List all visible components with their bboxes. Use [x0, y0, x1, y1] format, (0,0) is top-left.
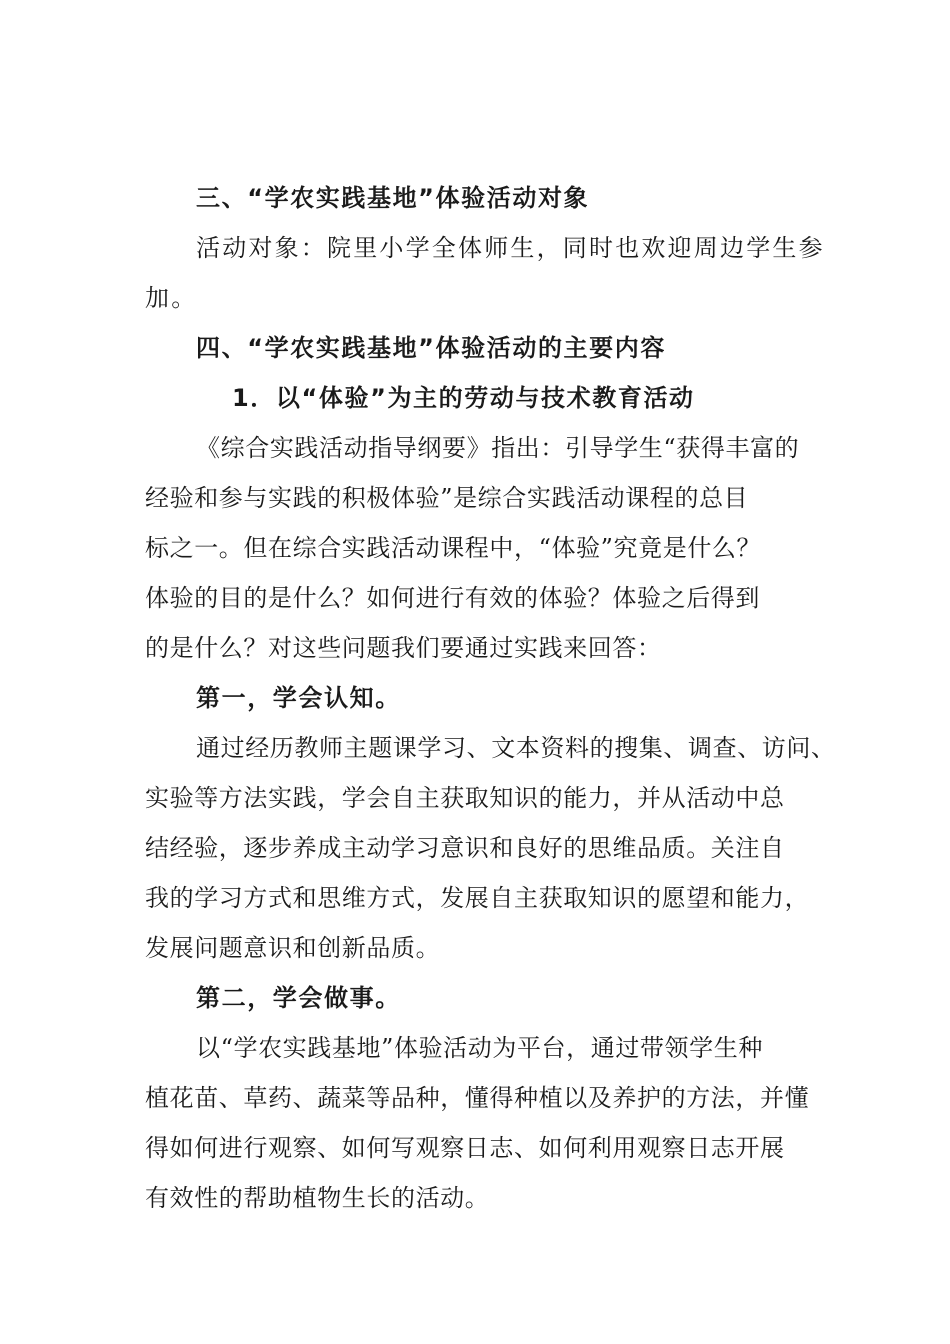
paragraph-line: 体验的目的是什么？如何进行有效的体验？体验之后得到	[145, 584, 760, 612]
paragraph-line: 植花苗、草药、蔬菜等品种，懂得种植以及养护的方法，并懂	[145, 1084, 810, 1112]
paragraph-line: 得如何进行观察、如何写观察日志、如何利用观察日志开展	[145, 1134, 785, 1162]
paragraph-line: 有效性的帮助植物生长的活动。	[145, 1184, 490, 1212]
point-2-title: 第二，学会做事。	[196, 984, 401, 1012]
subheading-1: 1．以“体验”为主的劳动与技术教育活动	[232, 384, 695, 412]
paragraph-line: 活动对象：院里小学全体师生，同时也欢迎周边学生参	[196, 234, 825, 262]
paragraph-line: 结经验，逐步养成主动学习意识和良好的思维品质。关注自	[145, 834, 785, 862]
paragraph-line: 以“学农实践基地”体验活动为平台，通过带领学生种	[196, 1034, 763, 1062]
paragraph-line: 标之一。但在综合实践活动课程中，“体验”究竟是什么？	[145, 534, 762, 562]
paragraph-line: 实验等方法实践，学会自主获取知识的能力，并从活动中总	[145, 784, 785, 812]
paragraph-line: 《综合实践活动指导纲要》指出：引导学生“获得丰富的	[196, 434, 800, 462]
section-heading-3: 三、“学农实践基地”体验活动对象	[196, 184, 590, 212]
paragraph-line: 发展问题意识和创新品质。	[145, 934, 441, 962]
paragraph-line: 加。	[145, 284, 198, 312]
paragraph-line: 经验和参与实践的积极体验”是综合实践活动课程的总目	[145, 484, 749, 512]
paragraph-line: 的是什么？对这些问题我们要通过实践来回答：	[145, 634, 662, 662]
section-heading-4: 四、“学农实践基地”体验活动的主要内容	[196, 334, 666, 362]
paragraph-line: 通过经历教师主题课学习、文本资料的搜集、调查、访问、	[196, 734, 836, 762]
point-1-title: 第一，学会认知。	[196, 684, 401, 712]
paragraph-line: 我的学习方式和思维方式，发展自主获取知识的愿望和能力，	[145, 884, 810, 912]
